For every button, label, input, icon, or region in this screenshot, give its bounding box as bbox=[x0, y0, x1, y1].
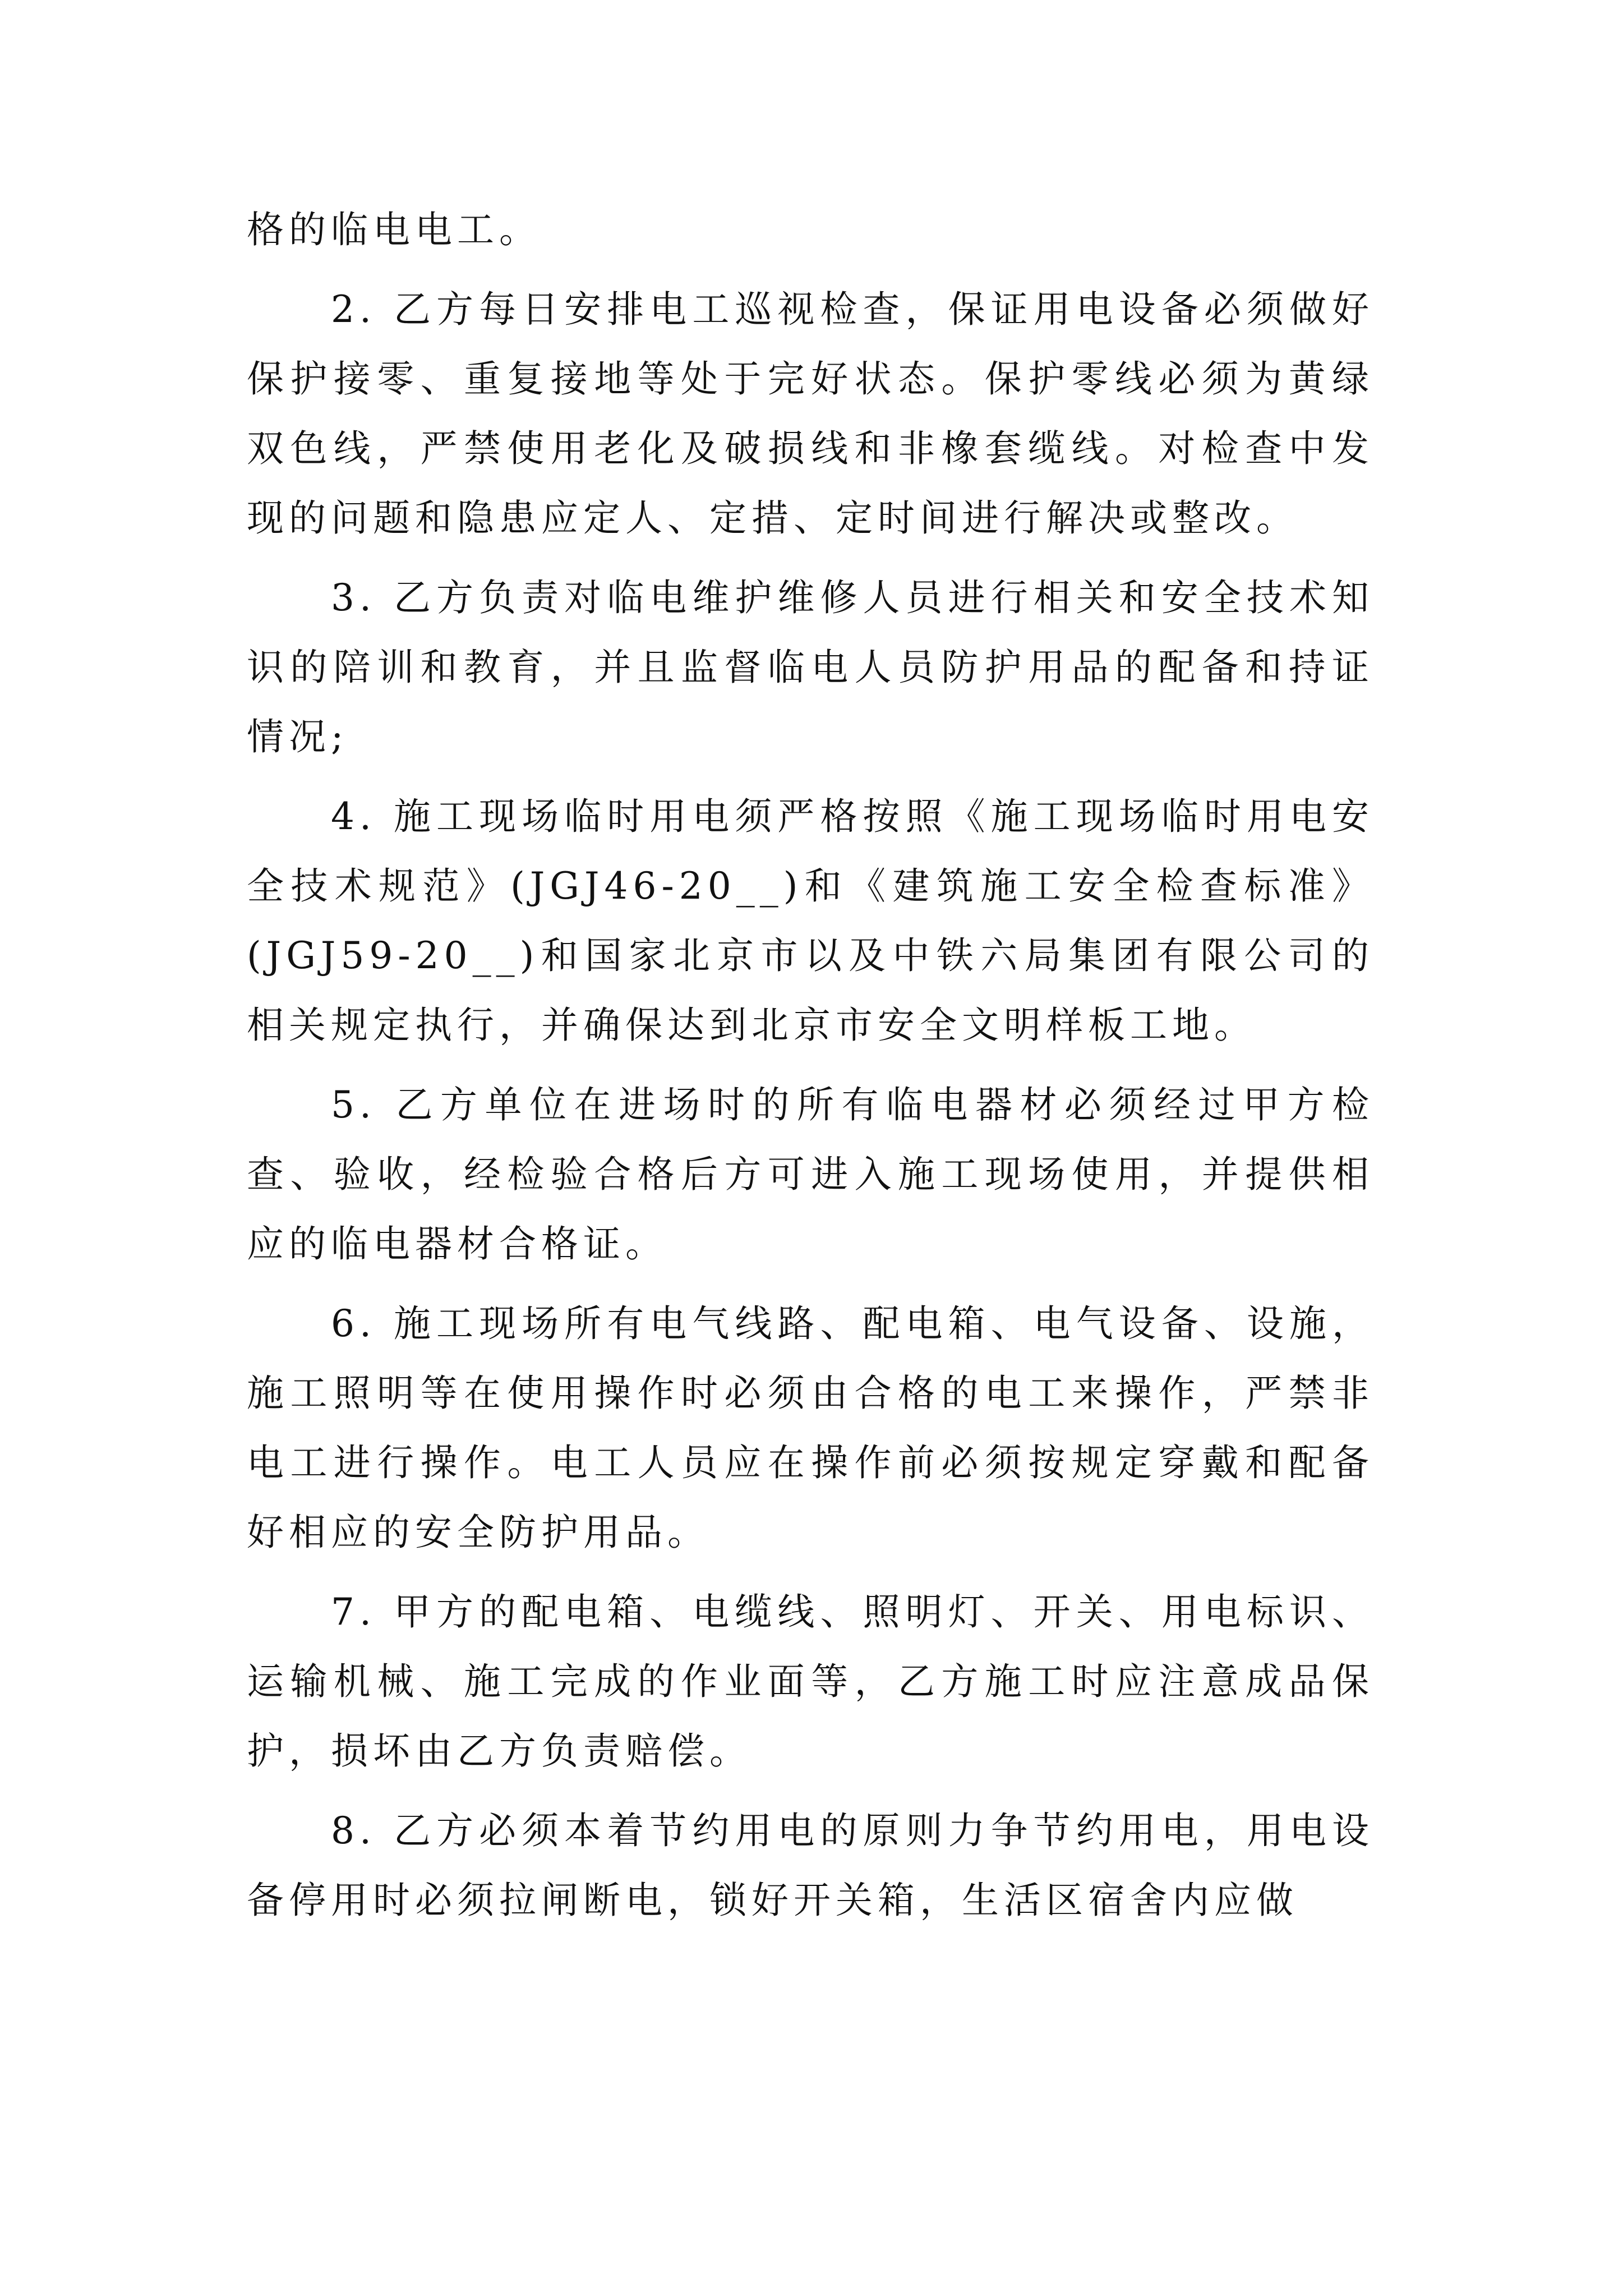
paragraph-item-4: 4. 施工现场临时用电须严格按照《施工现场临时用电安全技术规范》(JGJ46-20__)和《建筑施工安全检查标准》(JGJ59-20__)和国家北京市以及中铁六局集团有限公司的相关规定执行，并确保达到北京市安全文明样板工地。 bbox=[247, 795, 1374, 1047]
paragraph-item-3: 3. 乙方负责对临电维护维修人员进行相关和安全技术知识的陪训和教育，并且监督临电人员防护用品的配备和持证情况; bbox=[247, 576, 1374, 758]
paragraph-continuation: 格的临电电工。 bbox=[247, 208, 541, 251]
paragraph-item-7: 7. 甲方的配电箱、电缆线、照明灯、开关、用电标识、运输机械、施工完成的作业面等，乙方施工时应注意成品保护，损坏由乙方负责赔偿。 bbox=[247, 1590, 1374, 1773]
paragraph-item-5: 5. 乙方单位在进场时的所有临电器材必须经过甲方检查、验收，经检验合格后方可进入施工现场使用，并提供相应的临电器材合格证。 bbox=[247, 1083, 1374, 1266]
document-body bbox=[247, 195, 1374, 1945]
paragraph-item-8: 8. 乙方必须本着节约用电的原则力争节约用电，用电设备停用时必须拉闸断电，锁好开关箱，生活区宿舍内应做 bbox=[247, 1809, 1374, 1922]
paragraph-item-2: 2. 乙方每日安排电工巡视检查，保证用电设备必须做好保护接零、重复接地等处于完好状态。保护零线必须为黄绿双色线，严禁使用老化及破损线和非橡套缆线。对检查中发现的问题和隐患应定人、定措、定时间进行解决或整改。 bbox=[247, 288, 1374, 540]
paragraph-item-6: 6. 施工现场所有电气线路、配电箱、电气设备、设施，施工照明等在使用操作时必须由合格的电工来操作，严禁非电工进行操作。电工人员应在操作前必须按规定穿戴和配备好相应的安全防护用品。 bbox=[247, 1302, 1374, 1554]
